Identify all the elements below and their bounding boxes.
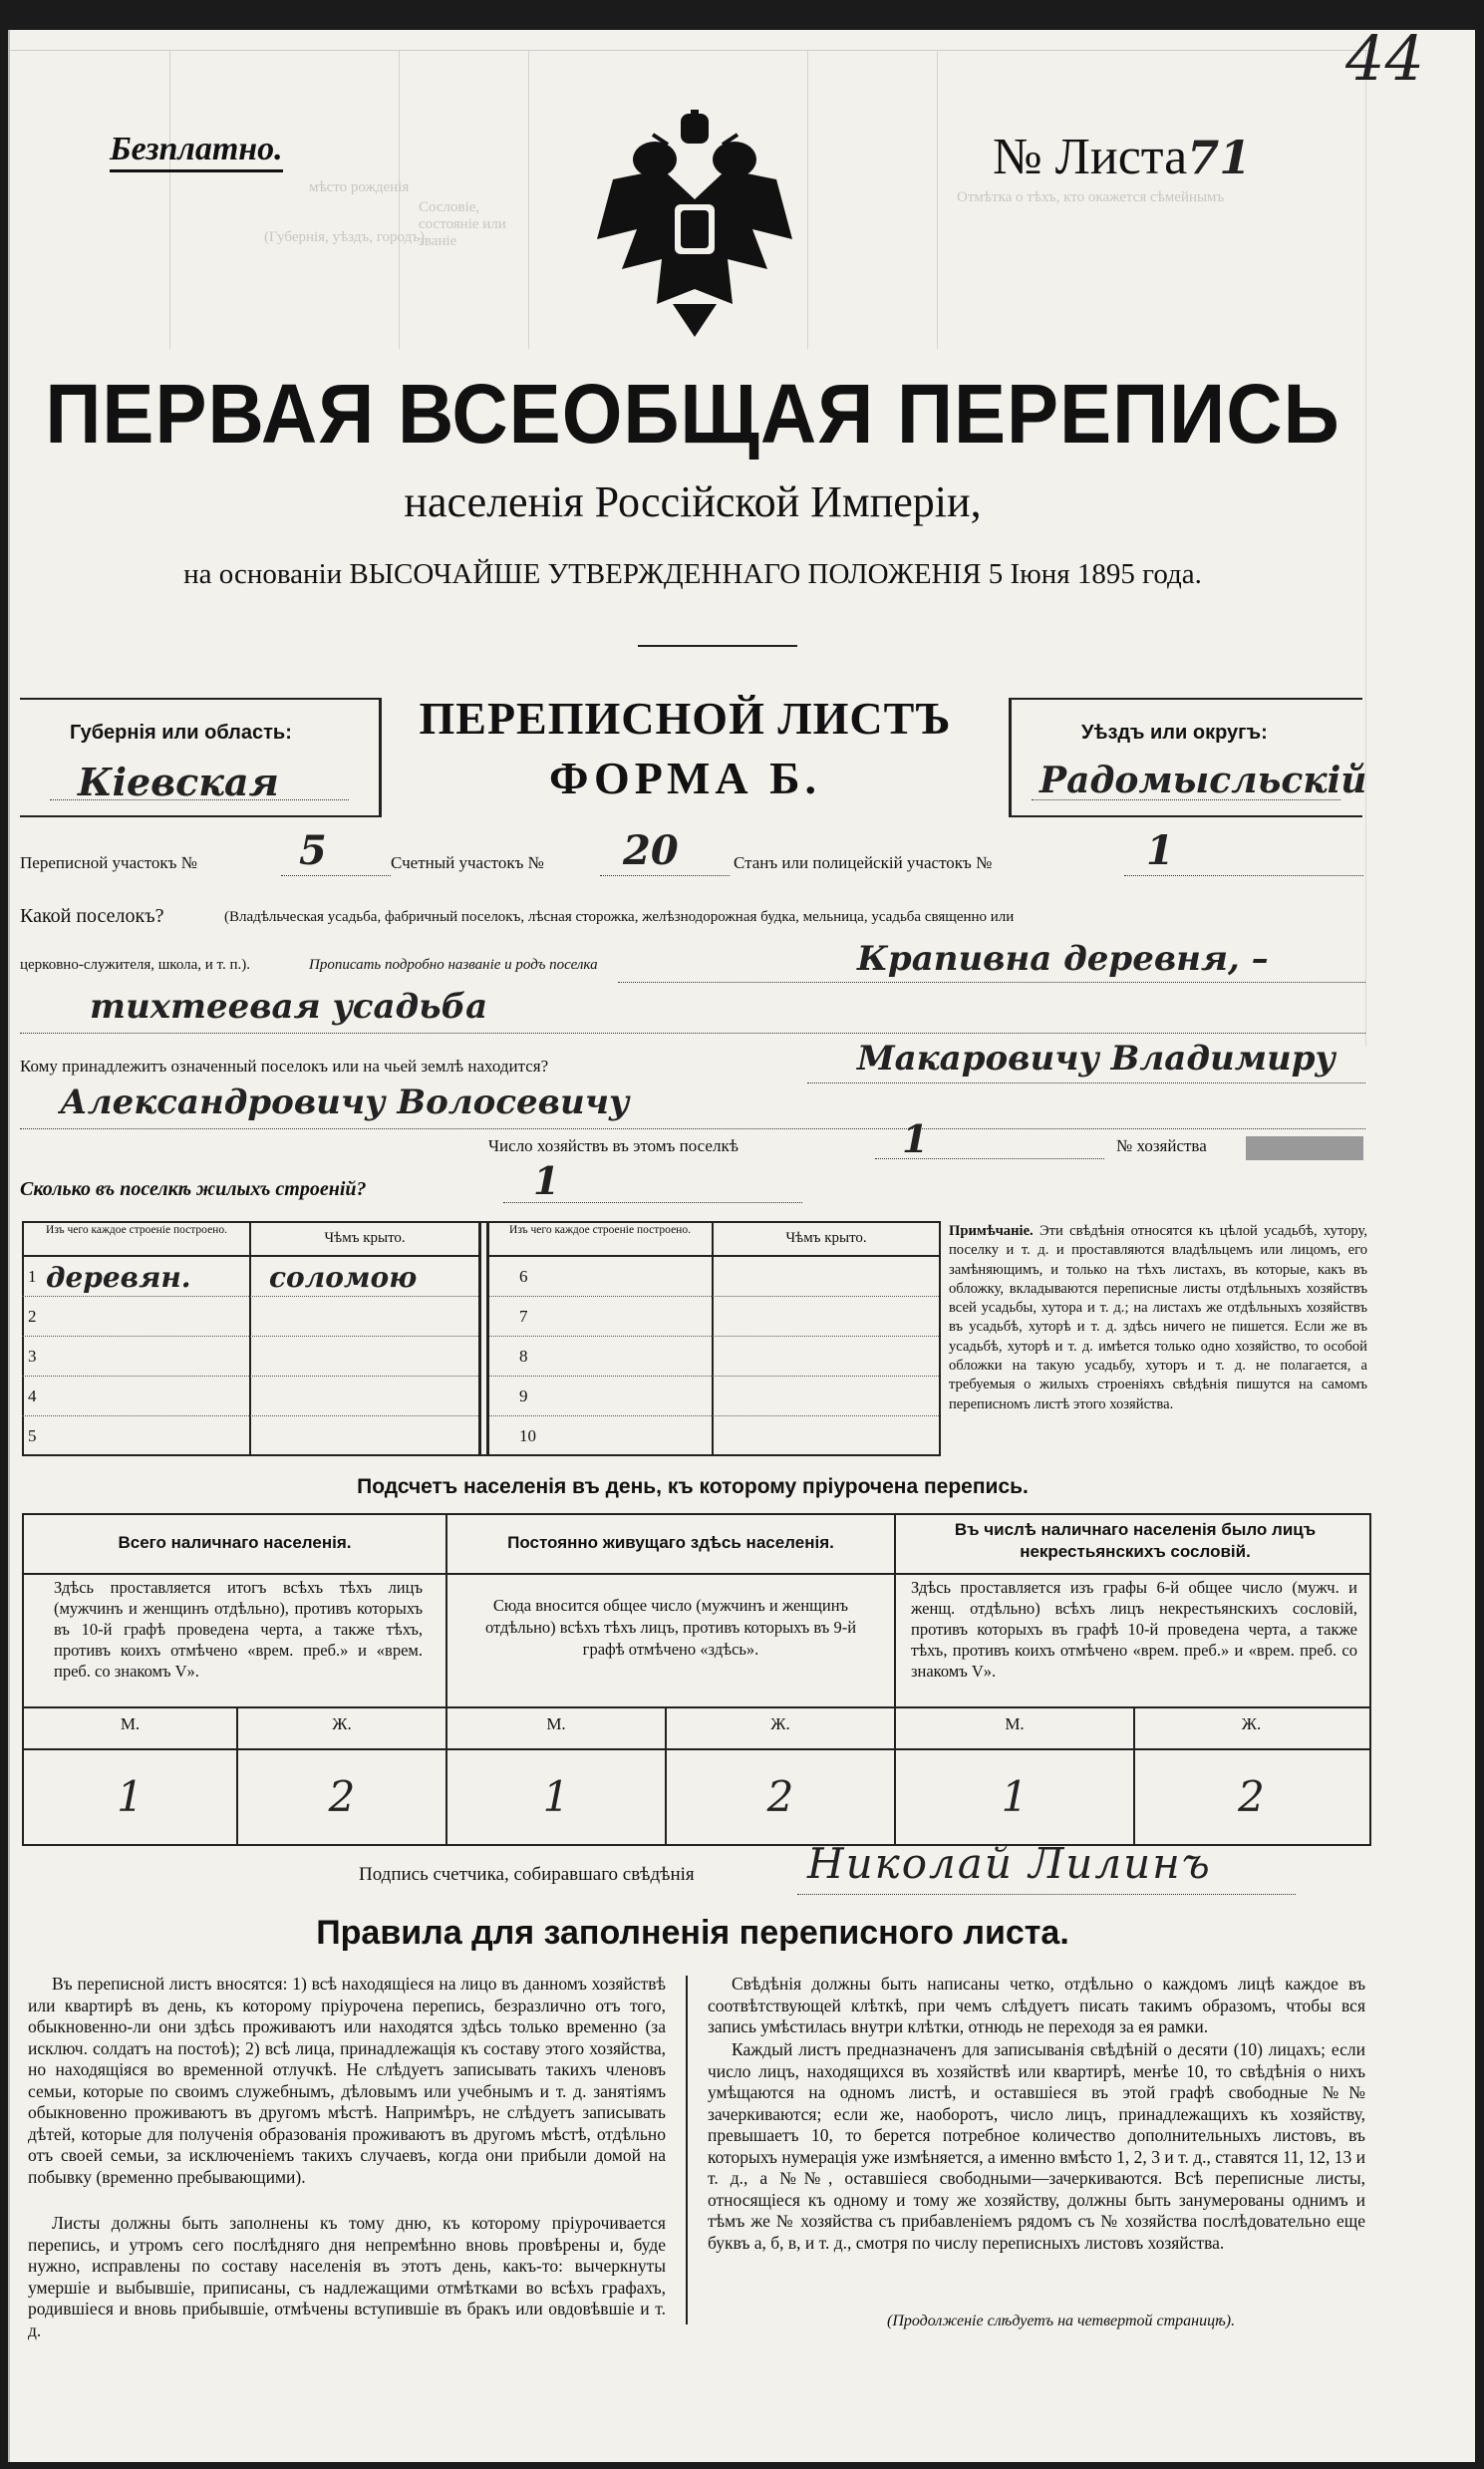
sheet-number-label (993, 128, 1251, 186)
count-head-1: Всего наличнаго населенія. (118, 1533, 352, 1552)
count-text-3: Здѣсь проставляется изъ графы 6-й общее число (мужч. и женщ. отдѣльно) всѣхъ лицъ некрестьянскихъ сословій, противъ которыхъ въ графѣ 10-й проведена черта, а также тѣхъ, противъ коихъ отмѣчено «врем. преб.» и «врем. преб. со знакомъ V». (911, 1578, 1357, 1681)
count-text-1: Здѣсь проставляется итогъ всѣхъ тѣхъ лицъ (мужчинъ и женщинъ отдѣльно), противъ которыхъ въ 10-й графѣ проведена черта, а также тѣхъ, противъ коихъ отмѣчено «врем. преб.» и «врем. преб. со знакомъ V». (54, 1578, 423, 1681)
row-roof: соломою (269, 1261, 418, 1294)
count-title: Подсчетъ населенія въ день, къ которому пріурочена перепись. (357, 1475, 1029, 1498)
basis-line: на основаніи ВЫСОЧАЙШЕ УТВЕРЖДЕННАГО ПОЛОЖЕНІЯ 5 Іюня 1895 года. (183, 558, 1202, 590)
bleed-text-3: мѣсто рожденія (309, 179, 410, 195)
male-label-2: М. (546, 1714, 566, 1733)
table-row (22, 1297, 478, 1337)
buildings-table (22, 1221, 941, 1456)
female-count-1: 2 (328, 1772, 356, 1821)
owner-value-2: Александровичу Волосевичу (60, 1082, 630, 1122)
households-label: Число хозяйствъ въ этомъ поселкѣ (488, 1136, 739, 1155)
row-number: 1 (28, 1267, 37, 1286)
census-sheet (8, 22, 1475, 2462)
note-title: Примѣчаніе. (949, 1223, 1034, 1239)
rules-right-1: Свѣдѣнія должны быть написаны четко, отдѣльно о каждомъ лицѣ каждое въ соотвѣтствующей клѣткѣ, при чемъ слѣдуетъ писать такимъ образомъ, чтобы вся запись умѣстилась внутри клѣтки, отнюдь не переходя за ея рамки. (708, 1974, 1365, 2036)
table-row (489, 1416, 939, 1455)
subtitle: населенія Россійской Имперіи, (404, 477, 982, 526)
row-number: 2 (28, 1307, 37, 1326)
female-count-3: 2 (1238, 1772, 1265, 1821)
rules-left-2: Листы должны быть заполнены къ тому дню, къ которому пріурочивается перепись, и утромъ сего послѣдняго дня непремѣнно вновь провѣрены и, буде нужно, исправлены по составу населенія въ этотъ день, какъ-то: вычеркнуты умершіе и выбывшіе, приписаны, съ надлежащими отмѣтками во всѣхъ графахъ, родившіеся и вновь прибывшіе, отмѣчены вступившіе въ бракъ или овдовѣвшіе и т. д. (28, 2213, 666, 2340)
corner-number: 44 (1345, 22, 1424, 95)
district-value: Радомысльскій (1039, 760, 1367, 801)
male-label-1: М. (120, 1714, 141, 1733)
settlement-hint-3: Прописать подробно названіе и родъ поселка (309, 957, 598, 973)
count-area-label: Счетный участокъ № (391, 853, 544, 872)
settlement-hint-2: церковно-служителя, школа, и т. п.). (20, 957, 250, 973)
bleed-text-1: Отмѣтка о тѣхъ, кто окажется сѣмейнымъ (957, 189, 1225, 205)
buildings-value: 1 (533, 1158, 560, 1203)
count-head-3: Въ числѣ наличнаго населенія было лицъ некрестьянскихъ сословій. (954, 1520, 1317, 1561)
rules-left-1: Въ переписной листъ вносятся: 1) всѣ находящіеся на лицо въ данномъ хозяйствѣ или квартирѣ въ день, къ которому пріурочена перепись, безразлично отъ того, обыкновенно-ли они здѣсь проживаютъ или находятся здѣсь только временно (за исключ. солдатъ на постоѣ); 2) всѣ лица, принадлежащія къ составу этого хозяйства, но находящіяся во временной отлучкѣ. Не слѣдуетъ записывать такихъ членовъ семьи, которые по своимъ служебнымъ, дѣловымъ или учебнымъ и т. д. занятіямъ обыкновенно проживаютъ въ другомъ мѣстѣ. Напримѣръ, не слѣдуетъ записывать дѣтей, которые для полученія образованія проживаютъ въ другомъ мѣстѣ, отдѣльно отъ своей семьи, за исключеніемъ такихъ случаевъ, когда они прибыли домой на побывку (временно пребывающими). (28, 1974, 666, 2187)
counter-signature: Николай Лилинъ (807, 1839, 1212, 1888)
sheet-label: № Листа (993, 129, 1188, 185)
count-table (22, 1513, 1371, 1846)
signature-label: Подпись счетчика, собиравшаго свѣдѣнія (359, 1864, 695, 1885)
count-text-2: Сюда вносится общее число (мужчинъ и женщинъ отдѣльно) всѣхъ тѣхъ лицъ, противъ которыхъ въ 9-й графѣ отмѣчено «здѣсь». (484, 1596, 857, 1659)
title-divider (638, 645, 797, 647)
bleed-text-2: Сословіе, состояніе или званіе (419, 199, 506, 249)
free-label: Безплатно. (110, 130, 283, 172)
households-value: 1 (902, 1116, 929, 1161)
sheet-title: ПЕРЕПИСНОЙ ЛИСТЪ (419, 693, 952, 744)
table-row (22, 1377, 478, 1416)
row-number: 10 (519, 1426, 536, 1445)
table-row (489, 1297, 939, 1337)
row-number: 8 (519, 1347, 528, 1366)
owner-question: Кому принадлежитъ означенный поселокъ или на чьей землѣ находится? (20, 1057, 549, 1076)
col-roof-left: Чѣмъ крыто. (324, 1230, 406, 1246)
province-value: Кіевская (78, 760, 279, 804)
col-material-left: Изъ чего каждое строеніе построено. (46, 1224, 227, 1236)
count-area-value: 20 (623, 827, 679, 874)
district-label: Уѣздъ или округъ: (1081, 722, 1268, 744)
table-row (489, 1257, 939, 1297)
row-number: 9 (519, 1387, 528, 1405)
female-label-1: Ж. (332, 1714, 352, 1733)
province-label: Губернія или область: (70, 722, 292, 744)
count-head-2: Постоянно живущаго здѣсь населенія. (507, 1533, 834, 1552)
row-number: 4 (28, 1387, 37, 1405)
row-number: 3 (28, 1347, 37, 1366)
settlement-hint-1: (Владѣльческая усадьба, фабричный поселокъ, лѣсная сторожка, желѣзнодорожная будка, мельница, усадьба священно или (224, 909, 1015, 925)
settlement-value-1: Крапивна деревня, – (857, 939, 1269, 979)
row-material: деревян. (46, 1261, 191, 1294)
sheet-number: 71 (1187, 131, 1252, 184)
continued-note: (Продолженіе слѣдуетъ на четвертой страницѣ). (887, 2313, 1236, 2329)
female-count-2: 2 (766, 1772, 794, 1821)
table-row (22, 1337, 478, 1377)
rules-right-2: Каждый листъ предназначенъ для записыванія свѣдѣній о десяти (10) лицахъ; если число лицъ, находящихся въ хозяйствѣ или квартирѣ, менѣе 10, то свѣдѣнія о нихъ умѣщаются на одномъ листѣ, и оставшіеся въ этой графѣ свободные №№ зачеркиваются; если же, наоборотъ, число лицъ, принадлежащихъ къ хозяйству, превышаетъ 10, то берется потребное количество дополнительныхъ листовъ, въ которыхъ нумерація уже измѣняется, а именно вмѣсто 1, 2, 3 и т. д., ставятся 11, 12, 13 и т. д., а №№, оставшіеся свободными—зачеркиваются. Всѣ переписные листы, относящіеся къ одному и тому же хозяйству, должны быть занумерованы однимъ и тѣмъ же № хозяйства съ прибавленіемъ рядомъ съ № хозяйства послѣдовательно еще буквъ а, б, в, и т. д., смотря по числу переписныхъ листовъ хозяйства. (708, 2039, 1365, 2253)
col-material-right: Изъ чего каждое строеніе построено. (509, 1224, 691, 1236)
form-title: ФОРМА Б. (548, 753, 822, 803)
stan-value: 1 (1146, 827, 1174, 874)
settlement-value-2: тихтеевая усадьба (90, 987, 488, 1027)
table-row (489, 1337, 939, 1377)
table-row (22, 1416, 478, 1455)
main-title: ПЕРВАЯ ВСЕОБЩАЯ ПЕРЕПИСЬ (45, 366, 1340, 462)
row-number: 5 (28, 1426, 37, 1445)
row-number: 7 (519, 1307, 528, 1326)
male-label-3: М. (1005, 1714, 1025, 1733)
note-text: Эти свѣдѣнія относятся къ цѣлой усадьбѣ, хутору, поселку и т. д. и проставляются владѣльцемъ или лицомъ, его замѣняющимъ, и только на тѣхъ листахъ, въ которые, какъ въ обложку, вкладываются переписные листы отдѣльныхъ хозяйствъ всей усадьбы, хутора и т. д.; на листахъ же отдѣльныхъ хозяйствъ въ усадьбѣ, хуторѣ и т. д. здѣсь ничего не пишется. Если же въ усадьбѣ, хуторѣ и т. д. имѣется только одно хозяйство, то особой обложки на такую усадьбу, хуторъ и т. д. не полагается, а требуемыя о жилыхъ строеніяхъ свѣдѣнія пишутся на самомъ переписномъ листѣ этого хозяйства. (949, 1223, 1367, 1412)
col-roof-right: Чѣмъ крыто. (785, 1230, 867, 1246)
female-label-3: Ж. (1241, 1714, 1262, 1733)
table-row (489, 1377, 939, 1416)
district-box (1009, 698, 1367, 817)
province-box (20, 698, 382, 817)
male-count-3: 1 (1001, 1772, 1029, 1821)
rules-title: Правила для заполненія переписного листа. (316, 1914, 1069, 1952)
buildings-rows-right (489, 1257, 939, 1455)
owner-value-1: Макаровичу Владимиру (857, 1039, 1336, 1079)
bleed-text-4: (Губернія, уѣздъ, городъ) (264, 229, 426, 245)
male-count-2: 1 (542, 1772, 570, 1821)
stan-label: Станъ или полицейскій участокъ № (734, 853, 993, 872)
male-count-1: 1 (117, 1772, 144, 1821)
census-area-value: 5 (299, 827, 327, 874)
table-row (22, 1257, 478, 1297)
census-area-label: Переписной участокъ № (20, 853, 197, 872)
settlement-question: Какой поселокъ? (20, 905, 164, 927)
row-number: 6 (519, 1267, 528, 1286)
buildings-label: Сколько въ поселкѣ жилыхъ строеній? (20, 1178, 367, 1200)
female-label-2: Ж. (770, 1714, 790, 1733)
household-no-smudge (1246, 1136, 1363, 1160)
coat-of-arms-icon (593, 110, 797, 339)
household-no-label: № хозяйства (1116, 1136, 1207, 1155)
buildings-rows-left (22, 1257, 478, 1455)
note-block (949, 1222, 1367, 1414)
rules-column-divider (686, 1976, 688, 2324)
